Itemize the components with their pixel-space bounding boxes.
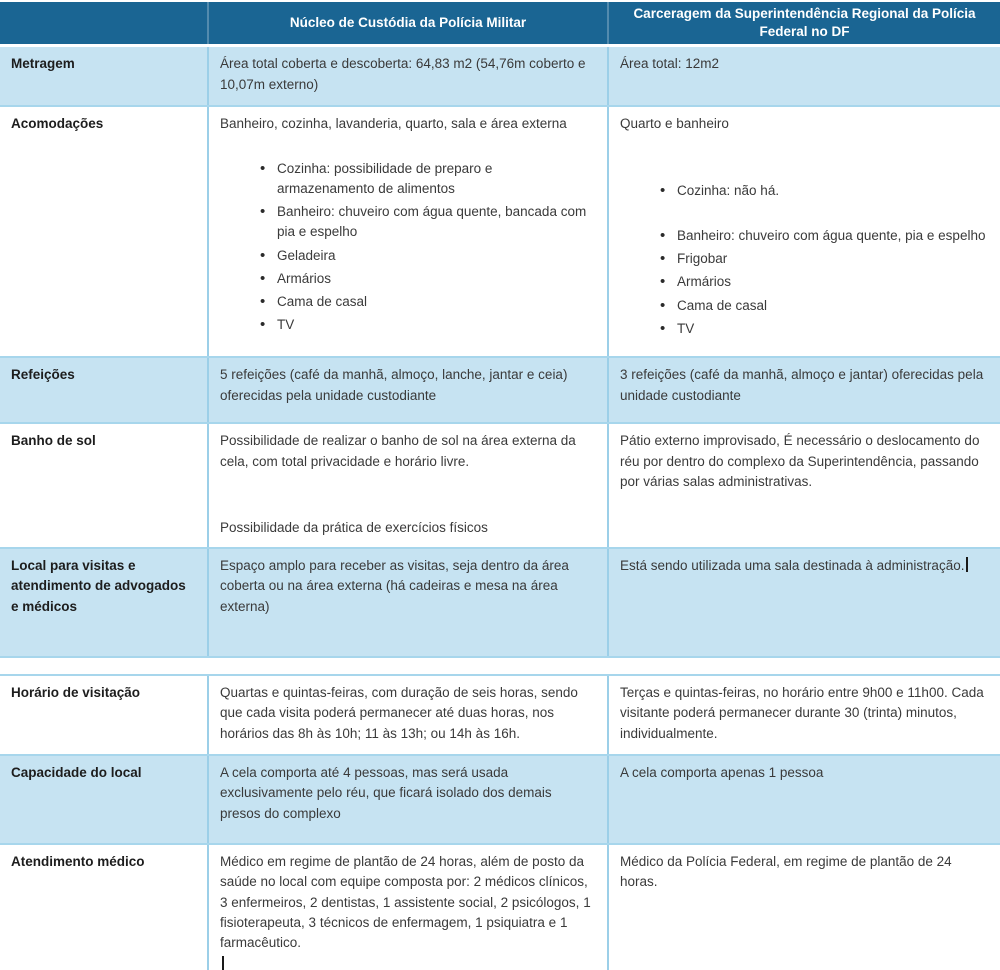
table-row [0,756,1000,845]
bullet-item: • Armários [620,272,986,292]
header-cell-carceragem-pf: Carceragem da Superintendência Regional da Polícia Federal no DF [607,2,1000,44]
bullet-item: • Geladeira [220,246,593,266]
cell-text: Terças e quintas-feiras, no horário entre 9h00 e 11h00. Cada visitante poderá permanecer durante 30 (trinta) minutos, individualmente. [620,685,984,741]
text-caret [966,557,968,572]
table-header-row [0,2,1000,44]
cell-text: Médico da Polícia Federal, em regime de plantão de 24 horas. [620,854,952,890]
table-cell-col3 [607,549,1000,656]
cell-text: Área total: 12m2 [620,56,720,72]
bullet-item: • Cama de casal [620,296,986,316]
table-cell-col2 [207,549,607,656]
row-label: Local para visitas e atendimento de advogados e médicos [11,558,186,614]
header-cell-nucleo-custodia-pm: Núcleo de Custódia da Polícia Militar [207,2,607,44]
bullet-item: • TV [620,319,986,339]
table-cell-col2 [207,676,607,754]
table-row [0,424,1000,549]
bullet-item: • Armários [220,269,593,289]
table-cell-col2 [207,756,607,843]
row-label: Acomodações [11,116,104,132]
row-label: Atendimento médico [11,854,145,870]
cell-text: A cela comporta até 4 pessoas, mas será usada exclusivamente pelo réu, que ficará isolado dos demais presos do complexo [220,765,552,821]
cell-text: Possibilidade de realizar o banho de sol na área externa da cela, com total privacidade e horário livre. [220,433,576,469]
table-row [0,549,1000,658]
cell-text: Quartas e quintas-feiras, com duração de seis horas, sendo que cada visita poderá permanecer até duas horas, nos horários das 8h às 10h; 11 às 13h; ou 14h às 16h. [220,685,578,741]
cell-text: Banheiro, cozinha, lavanderia, quarto, sala e área externa [220,116,567,132]
table-cell-col3 [607,845,1000,970]
cell-text: Possibilidade da prática de exercícios físicos [220,519,488,535]
table-body [0,44,1000,970]
bullet-item: • TV [220,315,593,335]
table-row [0,107,1000,358]
empty-line [620,204,986,224]
row-label: Capacidade do local [11,765,142,781]
empty-line [220,474,593,494]
bullet-item: • Cama de casal [220,292,593,312]
table-cell-col2 [207,845,607,970]
bullet-item: • Banheiro: chuveiro com água quente, bancada com pia e espelho [220,202,593,243]
text-caret [222,956,224,970]
table-cell-col3 [607,358,1000,422]
table-row [0,358,1000,424]
table-cell-col2 [207,107,607,356]
row-label: Horário de visitação [11,685,141,701]
cell-text: Pátio externo improvisado, É necessário o deslocamento do réu por dentro do complexo da Superintendência, passando por várias salas administrativas. [620,433,980,489]
bullet-item: • Cozinha: não há. [620,181,986,201]
empty-line [620,159,986,179]
facility-comparison-table [0,2,1000,970]
table-cell-col3 [607,107,1000,356]
header-cell-empty [0,20,207,26]
table-row [0,845,1000,970]
empty-line [220,137,593,157]
row-label: Refeições [11,367,75,383]
bullet-item: • Cozinha: possibilidade de preparo e armazenamento de alimentos [220,159,593,200]
cell-text: Quarto e banheiro [620,116,729,132]
section-spacer-row [0,658,1000,676]
table-cell-col2 [207,47,607,105]
empty-line [220,496,593,516]
row-label: Metragem [11,56,75,72]
empty-line [620,137,986,157]
cell-text: A cela comporta apenas 1 pessoa [620,765,824,781]
cell-text: 5 refeições (café da manhã, almoço, lanche, jantar e ceia) oferecidas pela unidade custodiante [220,367,568,403]
bullet-item: • Banheiro: chuveiro com água quente, pia e espelho [620,226,986,246]
cell-text: Espaço amplo para receber as visitas, seja dentro da área coberta ou na área externa (há cadeiras e mesa na área externa) [220,558,569,614]
cell-text: 3 refeições (café da manhã, almoço e jantar) oferecidas pela unidade custodiante [620,367,984,403]
table-cell-col2 [207,358,607,422]
cell-text: Área total coberta e descoberta: 64,83 m2 (54,76m coberto e 10,07m externo) [220,56,586,92]
table-cell-col2 [207,424,607,547]
table-cell-col3 [607,756,1000,843]
bullet-item: • Frigobar [620,249,986,269]
table-row [0,676,1000,756]
table-row [0,47,1000,107]
cell-text: Está sendo utilizada uma sala destinada à administração. [620,556,986,576]
empty-line [220,955,593,970]
row-label: Banho de sol [11,433,96,449]
table-cell-col3 [607,676,1000,754]
cell-text: Médico em regime de plantão de 24 horas, além de posto da saúde no local com equipe composta por: 2 médicos clínicos, 3 enfermeiros, 2 dentistas, 1 assistente social, 2 psicólogos, 1 fisioterapeuta, 3 técnicos de enfermagem, 1 psiquiatra e 1 farmacêutico. [220,854,591,951]
table-cell-col3 [607,424,1000,547]
table-cell-col3 [607,47,1000,105]
